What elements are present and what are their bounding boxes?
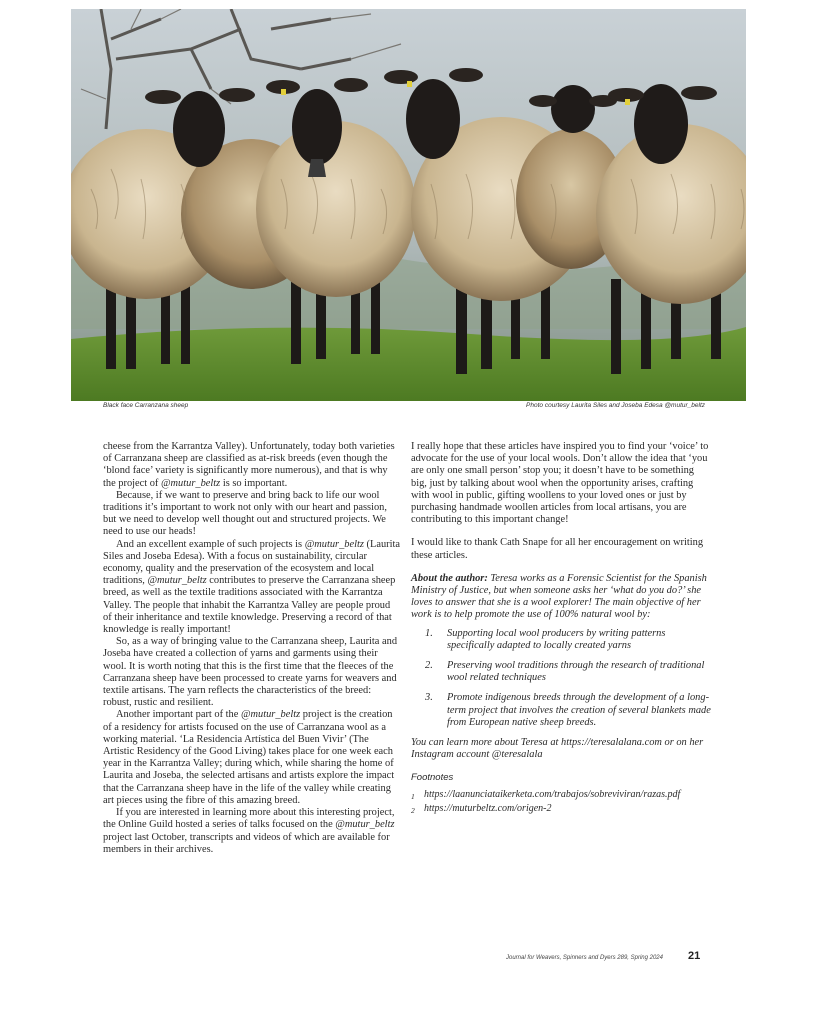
paragraph: Because, if we want to preserve and bring back to life our wool traditions it’s important to work not only with our heart and passion, but we need to develop well thought out and structured projects. We need to use our heads!: [103, 489, 387, 538]
sheep-photo: [71, 9, 746, 401]
footnote-link[interactable]: https://laanunciataikerketa.com/trabajos/sobreviviran/razas.pdf: [424, 788, 681, 800]
paragraph: I really hope that these articles have inspired you to find your ‘voice’ to advocate for the use of your local wools. Don’t allow the idea that ‘you are only one small person’ stop you; it doesn’t have to be something big, just by talking about wool when the opportunity arises, crafting with wool in public, gifting woollens to your loved ones or just by purchasing handmade woollen articles from local artisans, you are contributing to this important change!: [411, 441, 709, 526]
paragraph: Another important part of the @mutur_beltz project is the creation of a residency for artists focused on the use of Carranzana wool as a working material. ‘La Residencia Artística del Buen Vivir’ (The Artistic Residency of the Good Living) takes place for one week each year in the Karrantza Valley; during which, while sharing the home of Laurita and Joseba, the selected artisans and artists explore the impact that the Carranzana sheep have in the life of the valley while creating art pieces using the fibre of this amazing breed.: [103, 709, 395, 806]
paragraph: cheese from the Karrantza Valley). Unfortunately, today both varieties of Carranzana sheep are classified as at-risk breeds (even though the ‘blond face’ variety is significantly more numerous), and that is why the project of @mutur_beltz is so important.: [103, 441, 395, 489]
list-item: 1. Supporting local wool producers by writing patterns specifically adapted to locally created yarns: [425, 627, 666, 651]
list-item: 3. Promote indigenous breeds through the development of a long-term project that involves the creation of several blankets made from European native sheep breeds.: [425, 692, 711, 728]
page-number: 21: [688, 950, 701, 962]
list-item: 2. Preserving wool traditions through the research of traditional wool related techniques: [425, 660, 705, 684]
author-goals-list: [411, 628, 711, 729]
paragraph: I would like to thank Cath Snape for all her encouragement on writing these articles.: [411, 537, 704, 561]
footnote-link[interactable]: https://muturbeltz.com/origen-2: [424, 802, 552, 814]
paragraph: If you are interested in learning more about this interesting project, the Online Guild hosted a series of talks focused on the @mutur_beltz project last October, transcripts and videos of which are available for members in their archives.: [103, 807, 395, 855]
learn-more: You can learn more about Teresa at https://teresalalana.com or on her Instagram account @teresalala: [411, 737, 704, 761]
footnote: 2 https://muturbeltz.com/origen-2: [411, 802, 552, 815]
footnotes-title: Footnotes: [411, 772, 454, 784]
footnote: 1 https://laanunciataikerketa.com/trabajos/sobreviviran/razas.pdf: [411, 788, 681, 801]
paragraph: And an excellent example of such projects is @mutur_beltz (Laurita Siles and Joseba Edesa). With a focus on sustainability, circular economy, quality and the preservation of the ecosystem and local traditions, @mutur_beltz contributes to preserve the Carranzana sheep breed, as well as the textile traditions associated with the Karrantza Valley. The people that inhabit the Karrantza Valley are people proud of their inheritance and textile knowledge. Preserving a record of that knowledge is really important!: [103, 538, 400, 636]
paragraph: So, as a way of bringing value to the Carranzana sheep, Laurita and Joseba have created a collection of yarns and garments using their wool. It is worth noting that this is the first time that the fleeces of the Carranzana sheep have been processed to create yarns for weavers and textile artisans. The yarn reflects the characteristics of the breed: robust, rustic and resilient.: [103, 636, 398, 709]
journal-footer: Journal for Weavers, Spinners and Dyers 289, Spring 2024: [506, 955, 663, 961]
left-column: [103, 441, 401, 856]
photo-credit: Photo courtesy Laurita Siles and Joseba Edesa @mutur_beltz: [526, 402, 705, 409]
about-the-author: About the author: Teresa works as a Forensic Scientist for the Spanish Ministry of Justice, but when someone asks her ‘what do you do?’ she loves to answer that she is a wool explorer! The main objective of her work is to help promote the use of 100% natural wool by:: [411, 572, 707, 621]
right-column: [411, 441, 711, 817]
photo-caption: Black face Carranzana sheep: [103, 402, 189, 409]
